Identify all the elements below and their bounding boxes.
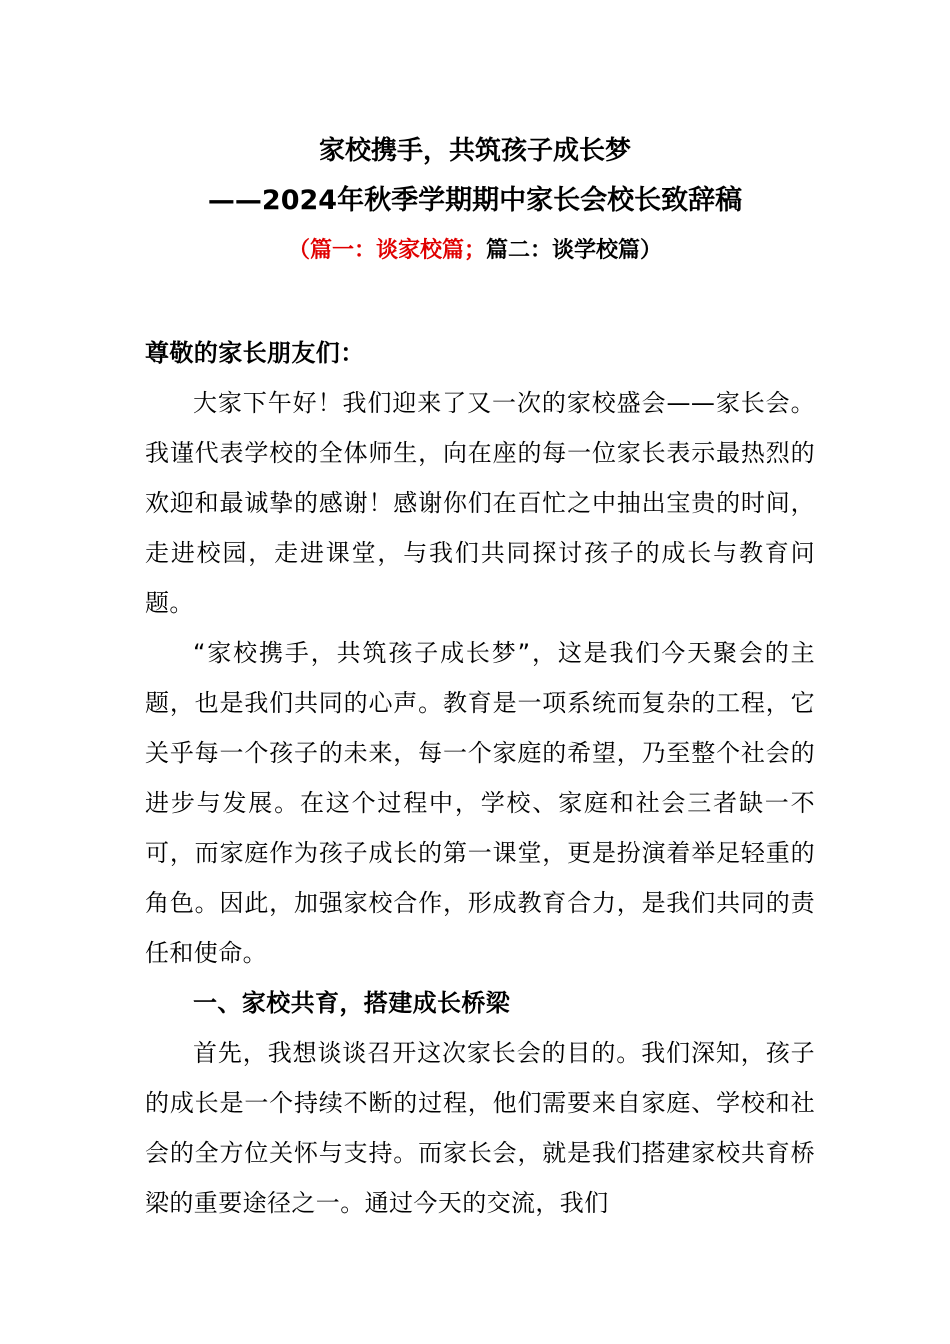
document-subtitle: ——2024年秋季学期期中家长会校长致辞稿 — [207, 185, 743, 216]
salutation: 尊敬的家长朋友们： — [145, 339, 365, 367]
body-paragraph: “家校携手，共筑孩子成长梦”，这是我们今天聚会的主题，也是我们共同的心声。教育是一项系统而复杂的工程，它关乎每一个孩子的未来，每一个家庭的希望，乃至整个社会的进步与发展。在这个过程中，学校、家庭和社会三者缺一不可，而家庭作为孩子成长的第一课堂，更是扮演着举足轻重的角色。因此，加强家校合作，形成教育合力，是我们共同的责任和使命。 — [145, 639, 815, 967]
body-paragraph: 首先，我想谈谈召开这次家长会的目的。我们深知，孩子的成长是一个持续不断的过程，他们需要来自家庭、学校和社会的全方位关怀与支持。而家长会，就是我们搭建家校共育桥梁的重要途径之一。通过今天的交流，我们 — [145, 1039, 815, 1217]
body-paragraph: 大家下午好！我们迎来了又一次的家校盛会——家长会。我谨代表学校的全体师生，向在座的每一位家长表示最热烈的欢迎和最诚挚的感谢！感谢你们在百忙之中抽出宝贵的时间，走进校园，走进课堂，与我们共同探讨孩子的成长与教育问题。 — [145, 389, 815, 617]
part-note-part2: 篇二：谈学校篇 — [486, 238, 641, 263]
document-title: 家校携手，共筑孩子成长梦 — [318, 136, 631, 166]
part-note-part1: 篇一：谈家校篇； — [309, 238, 486, 263]
part-note — [0, 236, 950, 266]
part-note-close-paren: ） — [640, 238, 663, 263]
section-heading: 一、家校共育，搭建成长桥梁 — [193, 989, 511, 1017]
document-body — [145, 328, 815, 1228]
part-note-open-paren: （ — [287, 238, 310, 263]
